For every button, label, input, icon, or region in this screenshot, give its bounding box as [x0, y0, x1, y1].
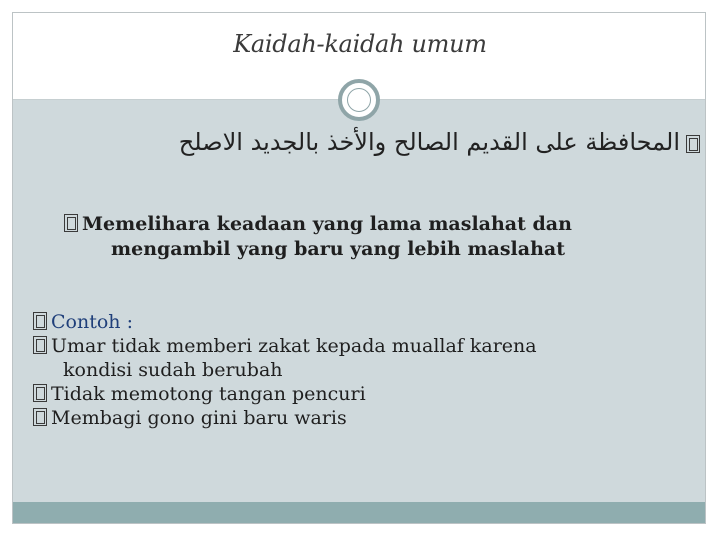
square-bullet-icon — [33, 384, 47, 402]
sub-point-line2: mengambil yang baru yang lebih maslahat — [111, 238, 565, 260]
list-item — [33, 406, 693, 430]
ring-ornament-icon — [338, 79, 380, 121]
list-item — [33, 382, 693, 406]
slide-title: Kaidah-kaidah umum — [233, 30, 487, 58]
footer-bar — [13, 502, 705, 523]
square-bullet-icon — [33, 312, 47, 330]
square-bullet-icon — [33, 336, 47, 354]
list-item-line1: Tidak memotong tangan pencuri — [51, 383, 366, 405]
list-item — [33, 334, 693, 382]
ring-ornament-inner — [347, 88, 371, 112]
square-bullet-icon — [33, 408, 47, 426]
sub-point-line1: Memelihara keadaan yang lama maslahat dan — [82, 213, 572, 235]
examples-list — [33, 310, 693, 430]
list-item-line2: kondisi sudah berubah — [63, 359, 283, 381]
square-bullet-icon — [686, 135, 700, 153]
square-bullet-icon — [64, 214, 78, 232]
content-area — [13, 100, 705, 502]
list-item-line1: Membagi gono gini baru waris — [51, 407, 347, 429]
examples-heading: Contoh : — [51, 311, 133, 333]
examples-heading-row — [33, 310, 693, 334]
sub-point — [64, 212, 684, 262]
arabic-rule: المحافظة على القديم الصالح والأخذ بالجديد الاصلح — [178, 128, 680, 156]
list-item-line1: Umar tidak memberi zakat kepada muallaf karena — [51, 335, 537, 357]
